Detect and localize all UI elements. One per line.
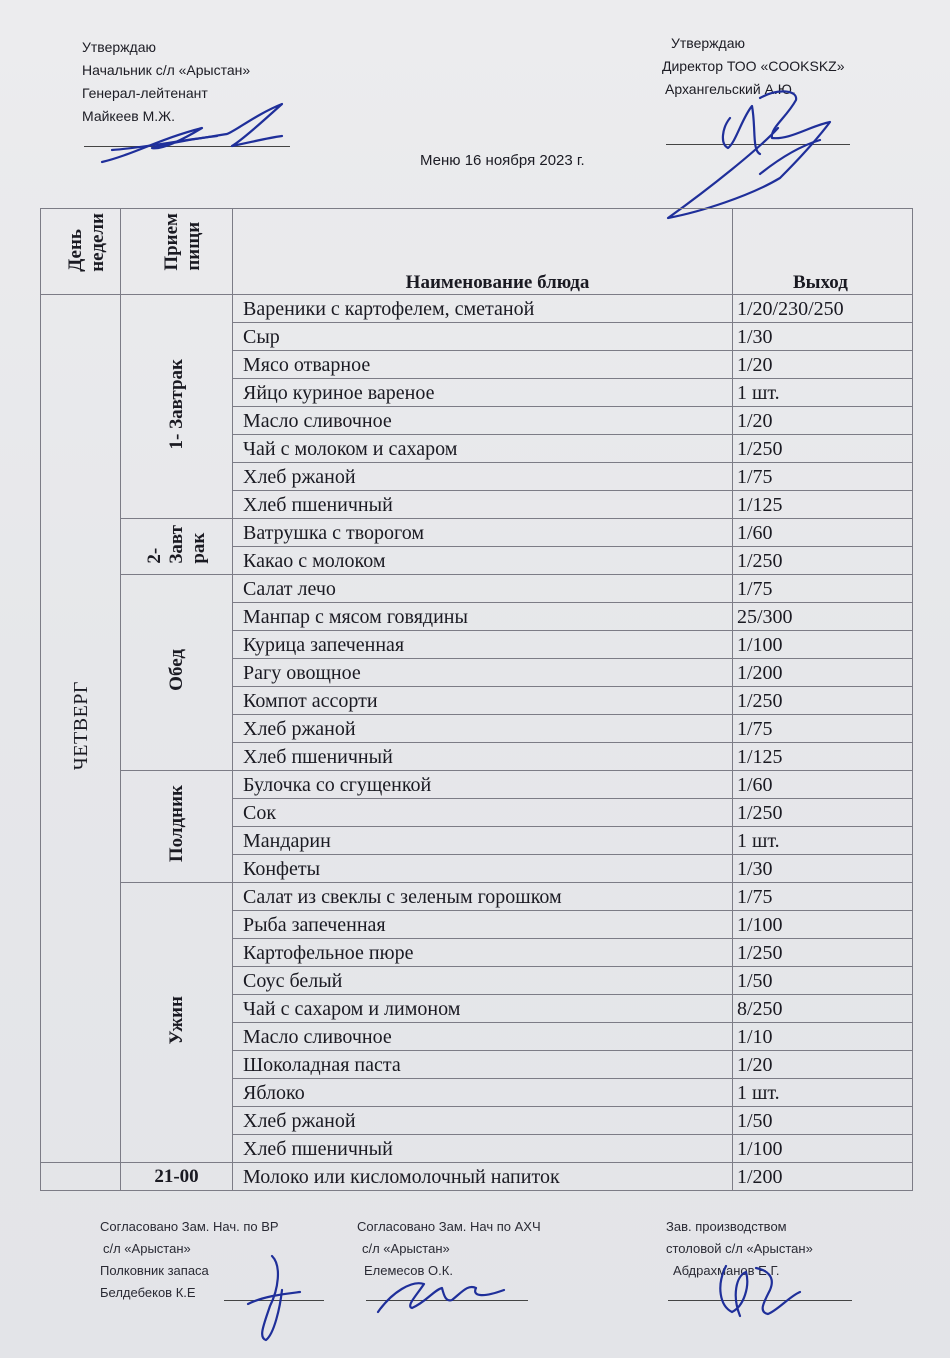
dish-name-cell: Масло сливочное (233, 1023, 733, 1051)
dish-name-cell: Соус белый (233, 967, 733, 995)
dish-output-cell: 1/250 (733, 435, 913, 463)
dish-name-cell: Вареники с картофелем, сметаной (233, 295, 733, 323)
dish-name-cell: Какао с молоком (233, 547, 733, 575)
dish-output-cell: 1/125 (733, 743, 913, 771)
approval-right-line: Директор ТОО «COOKSKZ» (662, 58, 845, 74)
footer-line: с/л «Арыстан» (103, 1241, 191, 1256)
dish-output-cell: 1/20 (733, 407, 913, 435)
dish-name-cell: Компот ассорти (233, 687, 733, 715)
header-day: День недели (41, 209, 121, 295)
table-row (41, 883, 913, 911)
dish-name-cell: Хлеб ржаной (233, 1107, 733, 1135)
dish-name-cell: Хлеб пшеничный (233, 1135, 733, 1163)
dish-name-cell: Ватрушка с творогом (233, 519, 733, 547)
approval-right-line: Утверждаю (671, 35, 745, 51)
dish-output-cell: 1/200 (733, 659, 913, 687)
dish-output-cell: 1/75 (733, 463, 913, 491)
dish-name-cell: Масло сливочное (233, 407, 733, 435)
dish-output-cell: 1/60 (733, 519, 913, 547)
meal-label-cell: 2- Завт рак (121, 519, 233, 575)
page-title: Меню 16 ноября 2023 г. (420, 152, 585, 169)
footer-line: Абдрахманов Е.Г. (673, 1263, 780, 1278)
dish-output-cell: 1/75 (733, 715, 913, 743)
dish-output-cell: 1/50 (733, 967, 913, 995)
signature-right (660, 78, 860, 228)
dish-name-cell: Чай с молоком и сахаром (233, 435, 733, 463)
approval-left-line: Генерал-лейтенант (82, 85, 208, 101)
table-header-row (41, 209, 913, 295)
dish-name-cell: Булочка со сгущенкой (233, 771, 733, 799)
dish-name-cell: Чай с сахаром и лимоном (233, 995, 733, 1023)
dish-name-cell: Рыба запеченная (233, 911, 733, 939)
dish-name-cell: Сок (233, 799, 733, 827)
signature-footer-3 (706, 1256, 806, 1326)
dish-output-cell: 1/10 (733, 1023, 913, 1051)
dish-output-cell: 1/30 (733, 323, 913, 351)
table-row (41, 295, 913, 323)
table-row (41, 575, 913, 603)
dish-output-cell: 1/100 (733, 911, 913, 939)
approval-right-line: Архангельский А.Ю. (665, 81, 796, 97)
dish-name-cell: Рагу овощное (233, 659, 733, 687)
table-row (41, 1163, 913, 1191)
meal-label-cell: Ужин (121, 883, 233, 1163)
menu-table (40, 208, 913, 1191)
day-of-week-cell: ЧЕТВЕРГ (41, 295, 121, 1163)
dish-output-cell: 1/60 (733, 771, 913, 799)
dish-output-cell: 1/50 (733, 1107, 913, 1135)
signature-footer-2 (372, 1262, 512, 1322)
dish-name-cell: Молоко или кисломолочный напиток (233, 1163, 733, 1191)
footer-line: Елемесов О.К. (364, 1263, 453, 1278)
dish-name-cell: Хлеб пшеничный (233, 743, 733, 771)
meal-label-cell: 1- Завтрак (121, 295, 233, 519)
time-cell: 21-00 (121, 1163, 233, 1191)
footer-line: Согласовано Зам. Нач по АХЧ (357, 1219, 541, 1234)
footer-line: Зав. производством (666, 1219, 787, 1234)
header-output: Выход (733, 209, 913, 295)
dish-name-cell: Хлеб пшеничный (233, 491, 733, 519)
dish-output-cell: 1/30 (733, 855, 913, 883)
dish-name-cell: Яблоко (233, 1079, 733, 1107)
meal-label-cell: Обед (121, 575, 233, 771)
footer-line: Белдебеков К.Е (100, 1285, 196, 1300)
dish-name-cell: Манпар с мясом говядины (233, 603, 733, 631)
dish-output-cell: 1/250 (733, 799, 913, 827)
dish-output-cell: 1 шт. (733, 379, 913, 407)
approval-left-line: Начальник с/л «Арыстан» (82, 62, 251, 78)
dish-output-cell: 1/250 (733, 547, 913, 575)
dish-name-cell: Салат из свеклы с зеленым горошком (233, 883, 733, 911)
dish-output-cell: 1/125 (733, 491, 913, 519)
dish-output-cell: 8/250 (733, 995, 913, 1023)
dish-name-cell: Хлеб ржаной (233, 463, 733, 491)
dish-name-cell: Шоколадная паста (233, 1051, 733, 1079)
header-meal: Прием пищи (121, 209, 233, 295)
dish-name-cell: Хлеб ржаной (233, 715, 733, 743)
dish-output-cell: 1 шт. (733, 827, 913, 855)
footer-line: столовой с/л «Арыстан» (666, 1241, 813, 1256)
signature-footer-1 (244, 1250, 304, 1350)
table-row (41, 519, 913, 547)
dish-name-cell: Салат лечо (233, 575, 733, 603)
dish-output-cell: 1/250 (733, 939, 913, 967)
table-row (41, 771, 913, 799)
dish-name-cell: Картофельное пюре (233, 939, 733, 967)
dish-name-cell: Яйцо куриное вареное (233, 379, 733, 407)
dish-output-cell: 1/75 (733, 883, 913, 911)
footer-line: Полковник запаса (100, 1263, 209, 1278)
dish-output-cell: 1/200 (733, 1163, 913, 1191)
dish-name-cell: Сыр (233, 323, 733, 351)
dish-name-cell: Конфеты (233, 855, 733, 883)
dish-output-cell: 1/20/230/250 (733, 295, 913, 323)
dish-name-cell: Мясо отварное (233, 351, 733, 379)
dish-output-cell: 1 шт. (733, 1079, 913, 1107)
approval-left-line: Утверждаю (82, 39, 156, 55)
dish-output-cell: 25/300 (733, 603, 913, 631)
dish-output-cell: 1/100 (733, 1135, 913, 1163)
dish-output-cell: 1/250 (733, 687, 913, 715)
empty-cell (41, 1163, 121, 1191)
signature-left (92, 100, 292, 170)
dish-name-cell: Мандарин (233, 827, 733, 855)
header-dish-name: Наименование блюда (233, 209, 733, 295)
footer-line: с/л «Арыстан» (362, 1241, 450, 1256)
dish-output-cell: 1/100 (733, 631, 913, 659)
meal-label-cell: Полдник (121, 771, 233, 883)
approval-left-line: Майкеев М.Ж. (82, 108, 175, 124)
dish-output-cell: 1/75 (733, 575, 913, 603)
footer-line: Согласовано Зам. Нач. по ВР (100, 1219, 279, 1234)
dish-name-cell: Курица запеченная (233, 631, 733, 659)
dish-output-cell: 1/20 (733, 1051, 913, 1079)
dish-output-cell: 1/20 (733, 351, 913, 379)
